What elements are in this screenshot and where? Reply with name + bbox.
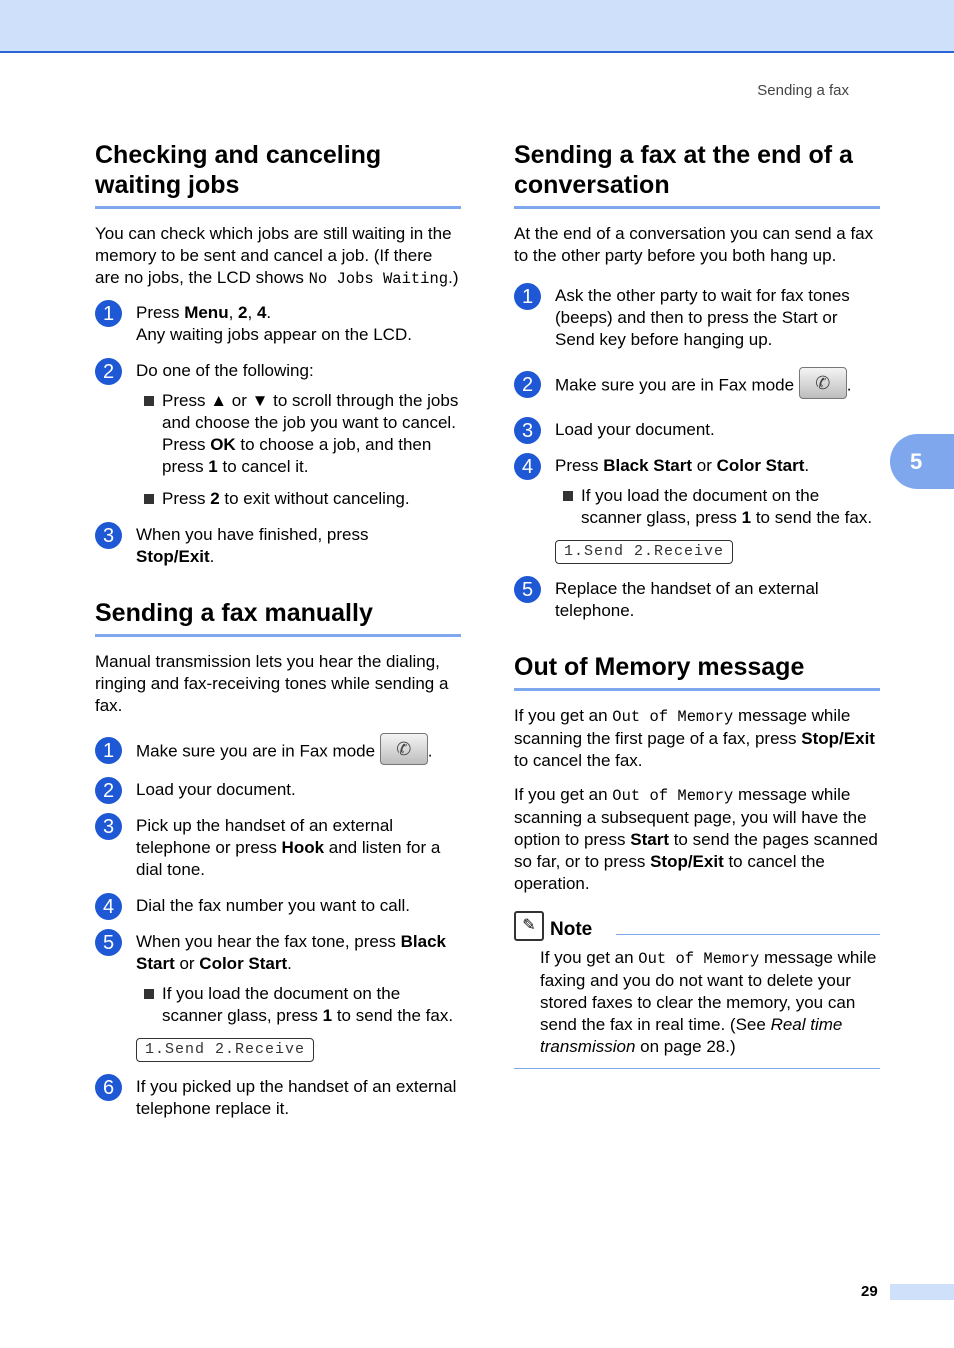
step-number: 1	[514, 283, 541, 310]
step-number: 4	[514, 453, 541, 480]
note-rule	[616, 934, 880, 935]
step-number: 1	[95, 300, 122, 327]
footer-band	[890, 1284, 954, 1300]
step-2: 2 Make sure you are in Fax mode ✆ .	[514, 373, 880, 399]
bullet-item: Press ▲ or ▼ to scroll through the jobs and choose the job you want to cancel. Press OK to choose a job, and then press 1 to cancel it.	[136, 390, 461, 478]
right-column	[514, 140, 880, 1069]
step-1: 1 Press Menu, 2, 4. Any waiting jobs appear on the LCD.	[95, 302, 461, 346]
step-6: 6 If you picked up the handset of an external telephone replace it.	[95, 1076, 461, 1120]
fax-mode-key-icon: ✆	[799, 367, 847, 399]
step-number: 3	[95, 813, 122, 840]
step-5: 5 When you hear the fax tone, press Black Start or Color Start. If you load the document on the scanner glass, press 1 to send the fax. 1.Send 2.Receive	[95, 931, 461, 1062]
fax-mode-key-icon: ✆	[380, 733, 428, 765]
step-2: 2 Do one of the following: Press ▲ or ▼ to scroll through the jobs and choose the job you want to cancel. Press OK to choose a job, and then press 1 to cancel it. Press 2 to exit without canceling.	[95, 360, 461, 510]
bullet-item: If you load the document on the scanner glass, press 1 to send the fax.	[555, 485, 880, 529]
step-number: 3	[95, 522, 122, 549]
out-of-memory-paragraph-1: If you get an Out of Memory message while scanning the first page of a fax, press Stop/Exit to cancel the fax.	[514, 706, 875, 770]
step-1: 1 Make sure you are in Fax mode ✆ .	[95, 739, 461, 765]
step-number: 3	[514, 417, 541, 444]
note-pencil-icon: ✎	[514, 911, 544, 941]
step-4: 4 Dial the fax number you want to call.	[95, 895, 461, 917]
lcd-display: 1.Send 2.Receive	[555, 540, 733, 564]
section-title-checking-jobs: Checking and canceling waiting jobs	[95, 140, 461, 209]
step-number: 2	[514, 371, 541, 398]
step-1: 1 Ask the other party to wait for fax tones (beeps) and then to press the Start or Send key before hanging up.	[514, 285, 880, 351]
step-4: 4 Press Black Start or Color Start. If you load the document on the scanner glass, press 1 to send the fax. 1.Send 2.Receive	[514, 455, 880, 564]
intro-checking-jobs: You can check which jobs are still waiting in the memory to be sent and cancel a job. (If there are no jobs, the LCD shows No Jobs Waiting.)	[95, 224, 459, 288]
up-arrow-icon: ▲	[210, 391, 228, 410]
intro-manual-fax: Manual transmission lets you hear the dialing, ringing and fax-receiving tones while sending a fax.	[95, 652, 449, 715]
step-number: 5	[514, 576, 541, 603]
bullet-item: If you load the document on the scanner glass, press 1 to send the fax.	[136, 983, 461, 1027]
step-3: 3 Load your document.	[514, 419, 880, 441]
section-title-end-of-conversation: Sending a fax at the end of a conversation	[514, 140, 880, 209]
left-column	[95, 140, 461, 1134]
step-5: 5 Replace the handset of an external telephone.	[514, 578, 880, 622]
lcd-text: No Jobs Waiting	[308, 270, 449, 288]
lcd-display: 1.Send 2.Receive	[136, 1038, 314, 1062]
page-number: 29	[861, 1283, 878, 1300]
note-header	[514, 911, 880, 941]
note-title: Note	[550, 919, 593, 940]
step-3: 3 Pick up the handset of an external telephone or press Hook and listen for a dial tone.	[95, 815, 461, 881]
header-band	[0, 0, 954, 53]
step-number: 6	[95, 1074, 122, 1101]
section-title-out-of-memory: Out of Memory message	[514, 652, 880, 691]
intro-end-of-conversation: At the end of a conversation you can send a fax to the other party before you both hang up.	[514, 224, 874, 265]
bullet-item: Press 2 to exit without canceling.	[136, 488, 461, 510]
step-number: 4	[95, 893, 122, 920]
chapter-tab: 5	[890, 434, 954, 489]
step-number: 5	[95, 929, 122, 956]
step-number: 2	[95, 358, 122, 385]
step-2: 2 Load your document.	[95, 779, 461, 801]
out-of-memory-paragraph-2: If you get an Out of Memory message while scanning a subsequent page, you will have the option to press Start to send the pages scanned so far, or to press Stop/Exit to cancel the operation.	[514, 785, 878, 893]
section-title-manual-fax: Sending a fax manually	[95, 598, 461, 637]
note-body: If you get an Out of Memory message while faxing and you do not want to delete your stored faxes to clear the memory, you can send the fax in real time. (See Real time transmission on page 28.)	[514, 947, 880, 1069]
step-3: 3 When you have finished, press Stop/Exit.	[95, 524, 461, 568]
step-number: 1	[95, 737, 122, 764]
step-number: 2	[95, 777, 122, 804]
running-head: Sending a fax	[757, 82, 849, 99]
down-arrow-icon: ▼	[251, 391, 269, 410]
